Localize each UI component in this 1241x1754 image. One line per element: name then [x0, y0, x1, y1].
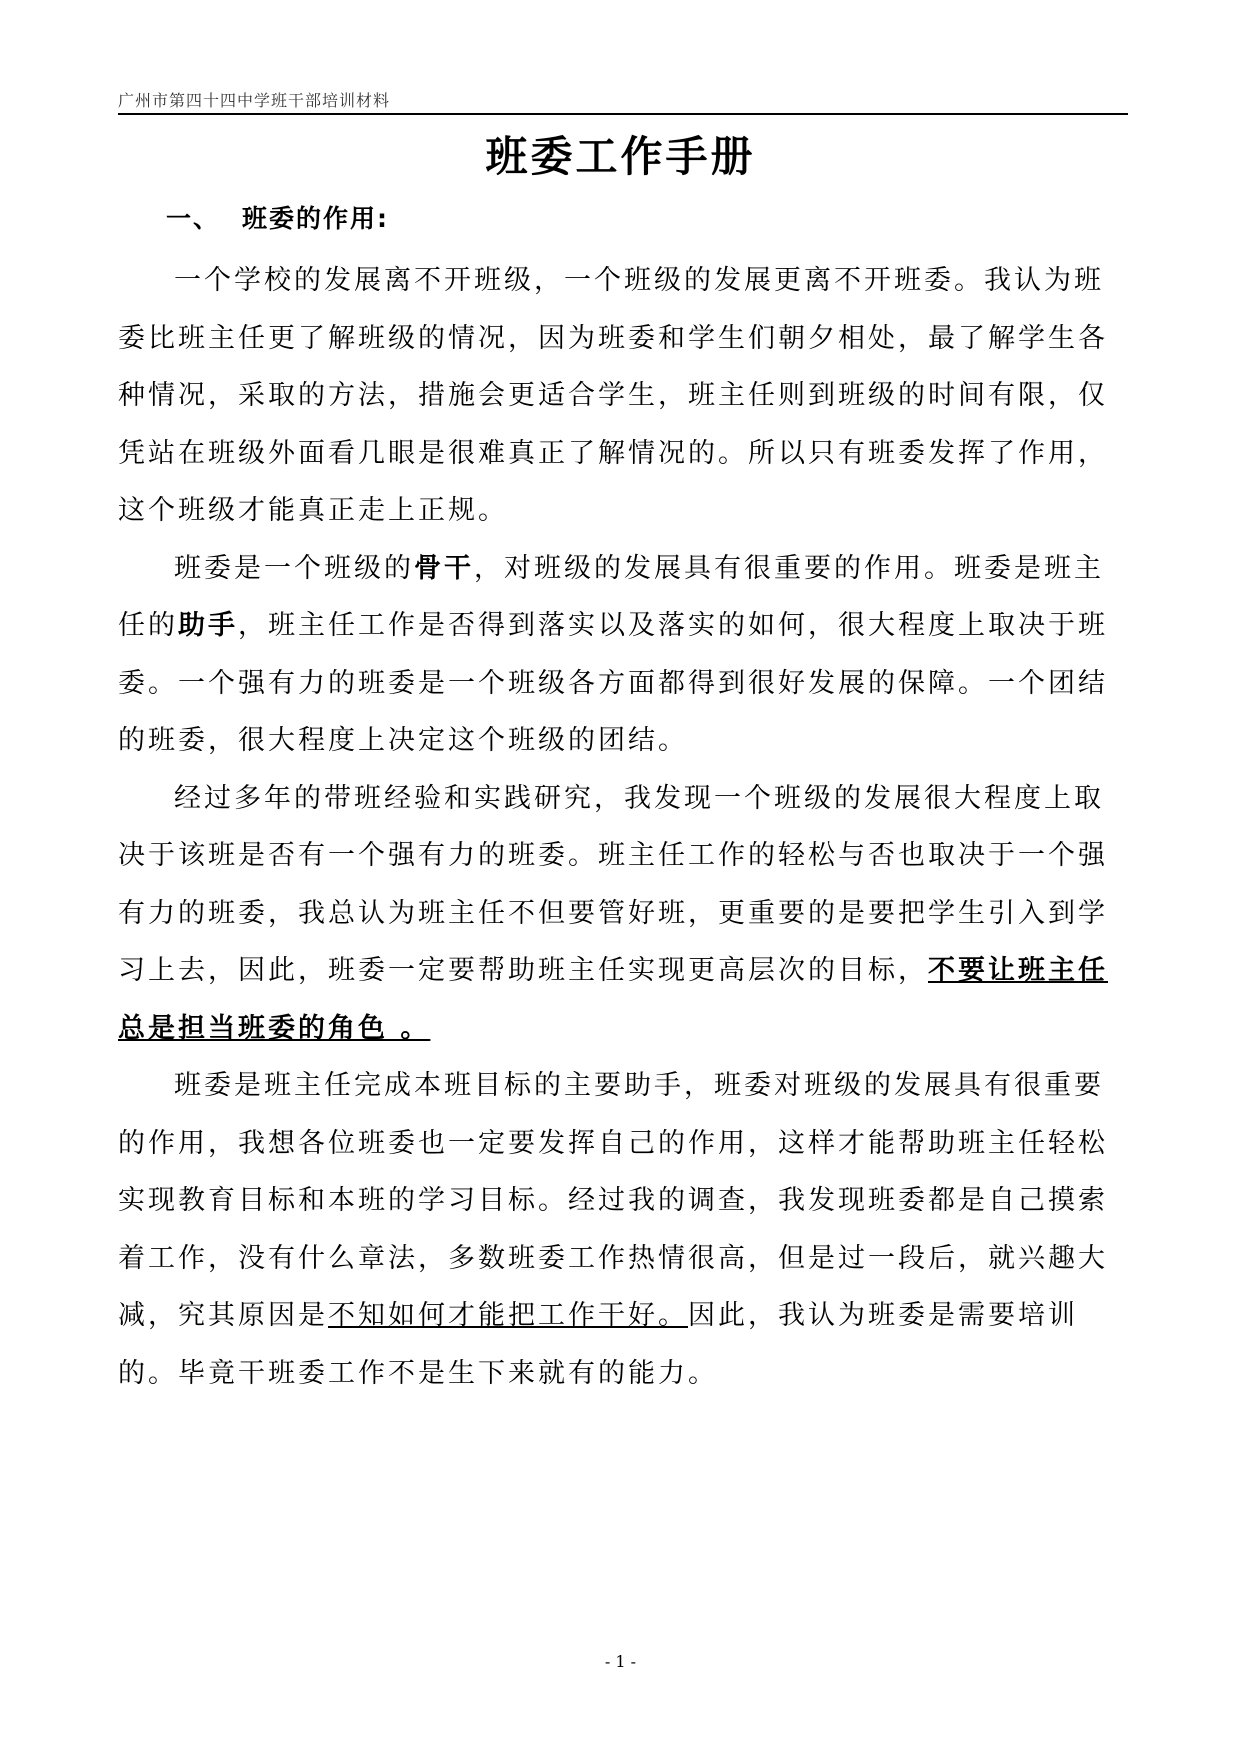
page-number: - 1 -: [604, 1652, 637, 1671]
paragraph-3: [118, 770, 1126, 1058]
header-rule: [118, 113, 1128, 115]
section-heading: [166, 199, 389, 235]
emphasis-underlined-bold: 不要让班主任总是担当班委的角色 。: [118, 955, 1108, 1044]
paragraph-4-text-a: 班委是班主任完成本班目标的主要助手，班委对班级的发展具有很重要的作用，我想各位班委也一定要发挥自己的作用，这样才能帮助班主任轻松实现教育目标和本班的学习目标。经过我的调查，我发现班委都是自己摸索着工作，没有什么章法，多数班委工作热情很高，但是过一段后，就兴趣大减，究其原因是: [118, 1070, 1108, 1331]
paragraph-1-text: 一个学校的发展离不开班级，一个班级的发展更离不开班委。我认为班委比班主任更了解班级的情况，因为班委和学生们朝夕相处，最了解学生各种情况，采取的方法，措施会更适合学生，班主任则到班级的时间有限，仅凭站在班级外面看几眼是很难真正了解情况的。所以只有班委发挥了作用，这个班级才能真正走上正规。: [118, 265, 1108, 526]
paragraph-2: [118, 540, 1126, 770]
bold-term-backbone: 骨干: [414, 552, 474, 584]
paragraph-2-text-b: ，对班级的发展具有很重要的作用。班委是班主任的: [118, 552, 1104, 641]
document-body: [118, 252, 1126, 1402]
paragraph-2-text-a: 班委是一个班级的: [174, 552, 414, 584]
paragraph-4-text-b: 因此，我认为班委是需要培训的。毕竟干班委工作不是生下来就有的能力。: [118, 1300, 1078, 1389]
section-heading-text: 班委的作用:: [242, 204, 389, 233]
paragraph-3-text: 经过多年的带班经验和实践研究，我发现一个班级的发展很大程度上取决于该班是否有一个强有力的班委。班主任工作的轻松与否也取决于一个强有力的班委，我总认为班主任不但要管好班，更重要的是要把学生引入到学习上去，因此，班委一定要帮助班主任实现更高层次的目标，: [118, 782, 1108, 986]
paragraph-2-text-c: ，班主任工作是否得到落实以及落实的如何，很大程度上取决于班委。一个强有力的班委是一个班级各方面都得到很好发展的保障。一个团结的班委，很大程度上决定这个班级的团结。: [118, 610, 1108, 756]
document-title: 班委工作手册: [485, 132, 756, 181]
paragraph-4: [118, 1057, 1126, 1402]
emphasis-underlined: 不知如何才能把工作干好。: [328, 1300, 688, 1331]
section-number: 一、: [166, 204, 221, 233]
bold-term-assistant: 助手: [178, 610, 238, 641]
paragraph-1: [118, 252, 1126, 540]
page-header: 广州市第四十四中学班干部培训材料: [118, 91, 391, 110]
